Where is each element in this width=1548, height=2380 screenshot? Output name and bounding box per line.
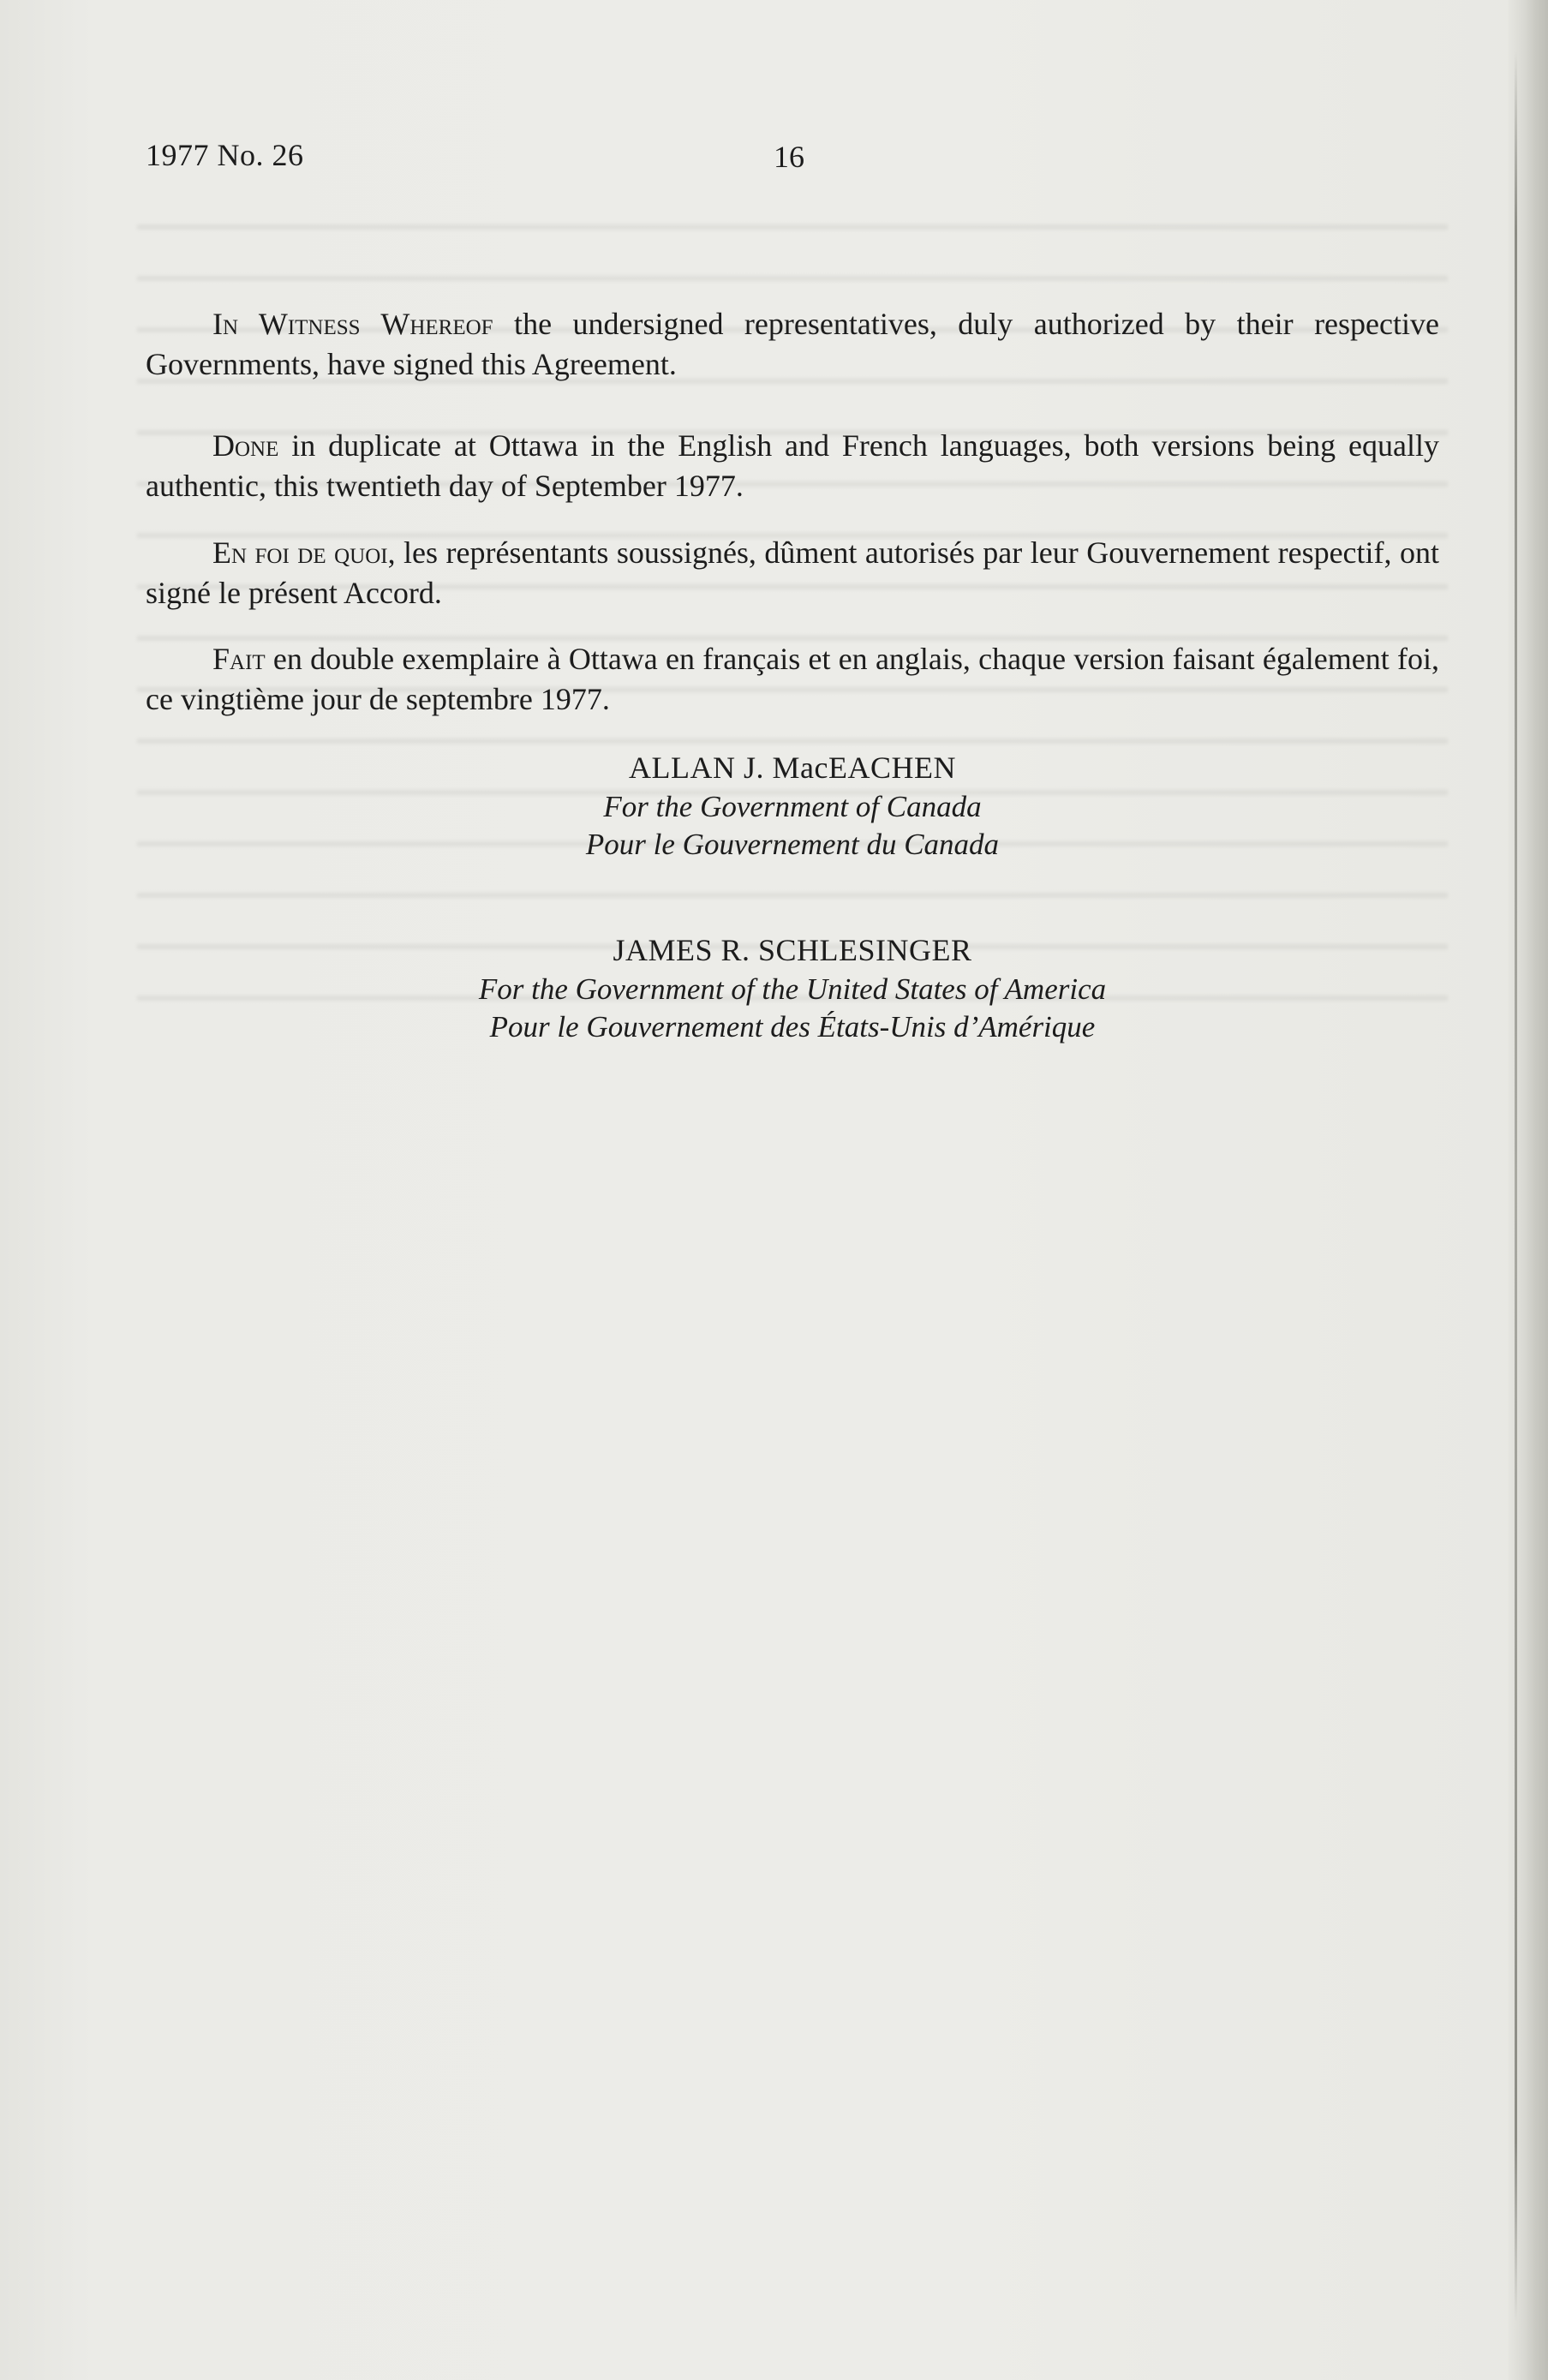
- page-edge-line: [1515, 51, 1517, 2322]
- paragraph-en-foi-de-quoi: [146, 533, 1439, 613]
- signature-block-united-states: [146, 930, 1439, 1046]
- paragraph-text: en double exemplaire à Ottawa en français et en anglais, chaque version faisant également foi, ce vingtième jour de septembre 1977.: [146, 642, 1439, 716]
- paragraph-lead: En foi de quoi: [212, 535, 388, 570]
- header-year-number: 1977 No. 26: [146, 138, 304, 172]
- signatory-role-english: For the Government of Canada: [603, 790, 982, 823]
- signatory-role-english: For the Government of the United States of America: [478, 972, 1107, 1006]
- signatory-role-french: Pour le Gouvernement du Canada: [585, 828, 1000, 861]
- paragraph-text: the undersigned representatives, duly authorized by their respective Governments, have signed this Agreement.: [146, 307, 1439, 381]
- paragraph-lead: In Witness Whereof: [212, 307, 493, 341]
- signature-block-canada: [146, 747, 1439, 864]
- page-number: 16: [774, 140, 804, 174]
- signatory-role-french: Pour le Gouvernement des États-Unis d’Amérique: [489, 1010, 1096, 1043]
- signatory-name: JAMES R. SCHLESINGER: [613, 933, 972, 967]
- signatory-name: ALLAN J. MacEACHEN: [629, 750, 956, 785]
- paragraph-in-witness-whereof: [146, 304, 1439, 385]
- paragraph-text: , les représentants soussignés, dûment autorisés par leur Gouvernement respectif, ont signé le présent Accord.: [146, 535, 1440, 610]
- paragraph-lead: Fait: [212, 642, 266, 676]
- paragraph-done: [146, 426, 1439, 506]
- paragraph-text: in duplicate at Ottawa in the English and French languages, both versions being equally authentic, this twentieth day of September 1977.: [146, 428, 1439, 503]
- paragraph-lead: Done: [212, 428, 279, 463]
- paragraph-fait: [146, 639, 1439, 720]
